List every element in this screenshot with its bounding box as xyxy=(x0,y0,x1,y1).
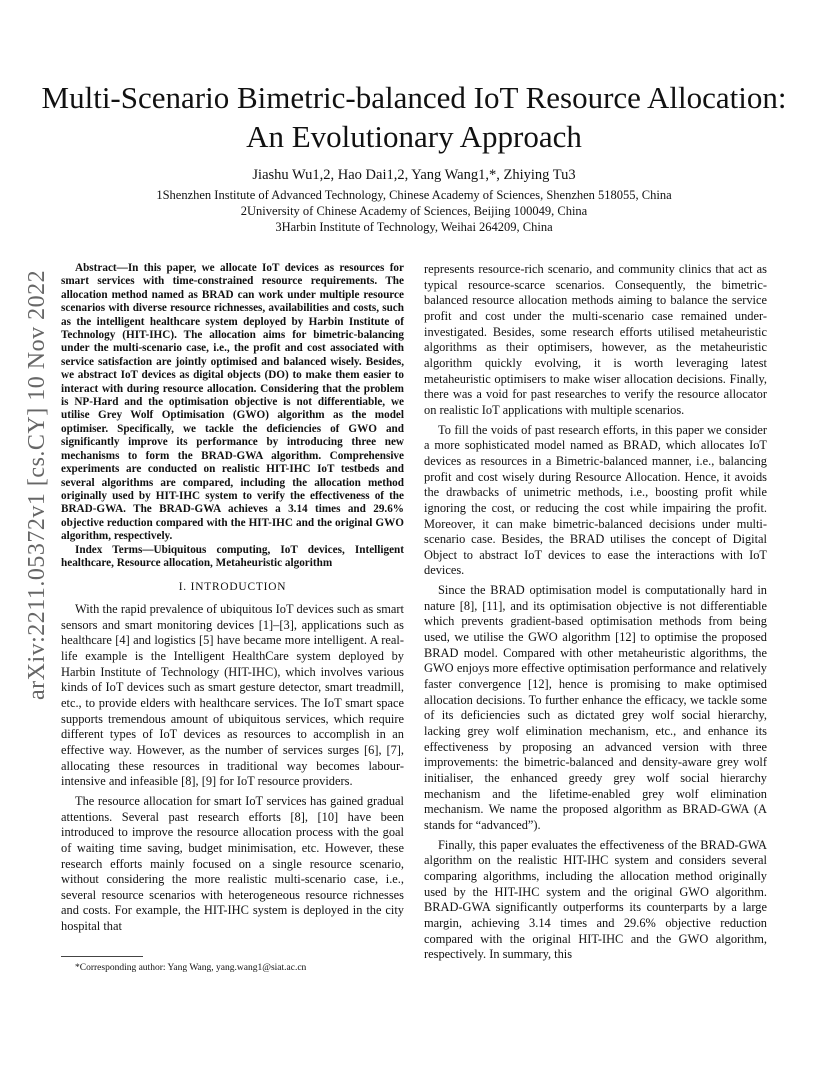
intro-paragraph-2: The resource allocation for smart IoT services has gained gradual attentions. Several past research efforts [8], [10] have been introduced to improve the resource allocation process with the goal of waiting time saving, budget minimisation, etc. However, these research efforts mainly focused on a single resource scenario, without considering the more realistic multi-scenario case, i.e., several resource scenarios with heterogeneous resource richnesses and costs. For example, the HIT-IHC system is deployed in the city hospital that xyxy=(61,793,404,934)
author-list: Jiashu Wu1,2, Hao Dai1,2, Yang Wang1,*, Zhiying Tu3 xyxy=(252,167,576,183)
right-column xyxy=(424,262,767,963)
intro-paragraph-1: With the rapid prevalence of ubiquitous IoT devices such as smart sensors and smart monitoring devices [1]–[3], applications such as healthcare [4] and logistics [5] have became more intelligent. A real-life example is the Intelligent HealthCare system deployed by Harbin Institute of Technology (HIT-IHC), which involves various kinds of IoT devices such as smart gesture detector, smart treadmill, etc., to provide elders with healthcare services. The IoT smart space supports tremendous amount of ubiquitous services, which require different types of IoT devices as resources to accomplish in an effective way. However, as the number of services surges [6], [7], allocating these resources in traditional way becomes labour-intensive and infeasible [8], [9] for IoT resource providers. xyxy=(61,602,404,789)
intro-paragraph-4: To fill the voids of past research efforts, in this paper we consider a more sophisticated model named as BRAD, which allocates IoT devices as resources in a Bimetric-balanced manner, i.e., balancing profit and cost wisely during Resource Allocation. Hence, it avoids the drawbacks of unimetric methods, i.e., boosting profit while ignoring the cost, or reducing the cost while impairing the profit. Moreover, it can make bimetric-balanced decisions under multi-scenario case. Besides, the BRAD utilises the concept of Digital Object to abstract IoT devices to ease the interactions with IoT devices. xyxy=(424,422,767,578)
intro-paragraph-6: Finally, this paper evaluates the effectiveness of the BRAD-GWA algorithm on the realistic HIT-IHC system and considers several comparing algorithms, including the allocation method originally used by the HIT-IHC system and the original GWO algorithm. BRAD-GWA significantly outperforms its counterparts by a large margin, achieving 3.14 times and 29.6% objective reduction compared with the original HIT-IHC and the GWO algorithm, respectively. In summary, this xyxy=(424,837,767,962)
affiliation-1: 1Shenzhen Institute of Advanced Technology, Chinese Academy of Sciences, Shenzhen 518055, China xyxy=(156,188,672,202)
intro-paragraph-3: represents resource-rich scenario, and community clinics that act as typical resource-scarce scenarios. Consequently, the bimetric-balanced resource allocation methods aiming to balance the service profit and cost under the multi-scenario case remained under-investigated. Besides, some research efforts utilised metaheuristic algorithms as their optimisers, however, as the metaheuristic algorithm quickly evolving, it is worth leveraging latest metaheuristic optimisers to make wiser allocation decisions. Finally, there was a void for past researches to verify the resource allocator on realistic IoT applications with multiple scenarios. xyxy=(424,262,767,417)
arxiv-stamp xyxy=(24,269,64,700)
footnote-rule xyxy=(61,956,143,957)
section-heading: I. INTRODUCTION xyxy=(178,581,287,594)
arxiv-stamp-text: arXiv:2211.05372v1 [cs.CY] 10 Nov 2022 xyxy=(24,269,50,700)
page-title: Multi-Scenario Bimetric-balanced IoT Resource Allocation: An Evolutionary Approach xyxy=(41,80,787,154)
intro-paragraph-5: Since the BRAD optimisation model is computationally hard in nature [8], [11], and its optimisation objective is not differentiable which prevents gradient-based optimisation methods from being used, we utilise the GWO algorithm [12] to optimise the proposed BRAD model. Compared with other metaheuristic algorithms, the GWO enjoys more effective optimisation performance and relatively faster convergence [12], hence is promising to make optimised allocation decisions. To further enhance the efficacy, we tackle some of its deficiencies such as dictated grey wolf social hierarchy, lacking grey wolf elimination mechanism, etc., and enhance its effectiveness by proposing an advanced version with three improvements: the bimetric-balanced and density-aware grey wolf initialiser, the enhanced greedy grey wolf social hierarchy mechanism and the lifetime-enabled grey wolf elimination mechanism. We name the proposed algorithm as BRAD-GWA (A stands for “advanced”). xyxy=(424,583,767,832)
affiliation-2: 2University of Chinese Academy of Sciences, Beijing 100049, China xyxy=(240,204,588,218)
index-terms: Index Terms—Ubiquitous computing, IoT devices, Intelligent healthcare, Resource allocation, Metaheuristic algorithm xyxy=(61,543,404,569)
left-column xyxy=(61,262,404,935)
footnote: *Corresponding author: Yang Wang, yang.wang1@siat.ac.cn xyxy=(75,963,307,973)
affiliation-3: 3Harbin Institute of Technology, Weihai 264209, China xyxy=(275,220,553,234)
abstract: Abstract—In this paper, we allocate IoT devices as resources for smart services with time-constrained resource requirements. The allocation method named as BRAD can work under multiple resource scenarios with diverse resource richnesses, availabilities and costs, such as the intelligent healthcare system deployed by Harbin Institute of Technology (HIT-IHC). The allocation aims for bimetric-balancing under the multi-scenario case, i.e., the profit and cost associated with service satisfaction are jointly optimised and balanced wisely. Besides, we abstract IoT devices as digital objects (DO) to make them easier to interact with during resource allocation. Considering that the problem is NP-Hard and the optimisation objective is not differentiable, we utilise Grey Wolf Optimisation (GWO) algorithm as the model optimiser. Specifically, we tackle the deficiencies of GWO and significantly improve its performance by introducing three new mechanisms to form the BRAD-GWA algorithm. Comprehensive experiments are conducted on realistic HIT-IHC IoT testbeds and several algorithms are compared, including the allocation method originally used by HIT-IHC system to verify the effectiveness of the BRAD-GWA. The BRAD-GWA achieves a 3.14 times and 29.6% objective reduction compared with the HIT-IHC and the original GWO algorithm, respectively. xyxy=(61,262,404,543)
